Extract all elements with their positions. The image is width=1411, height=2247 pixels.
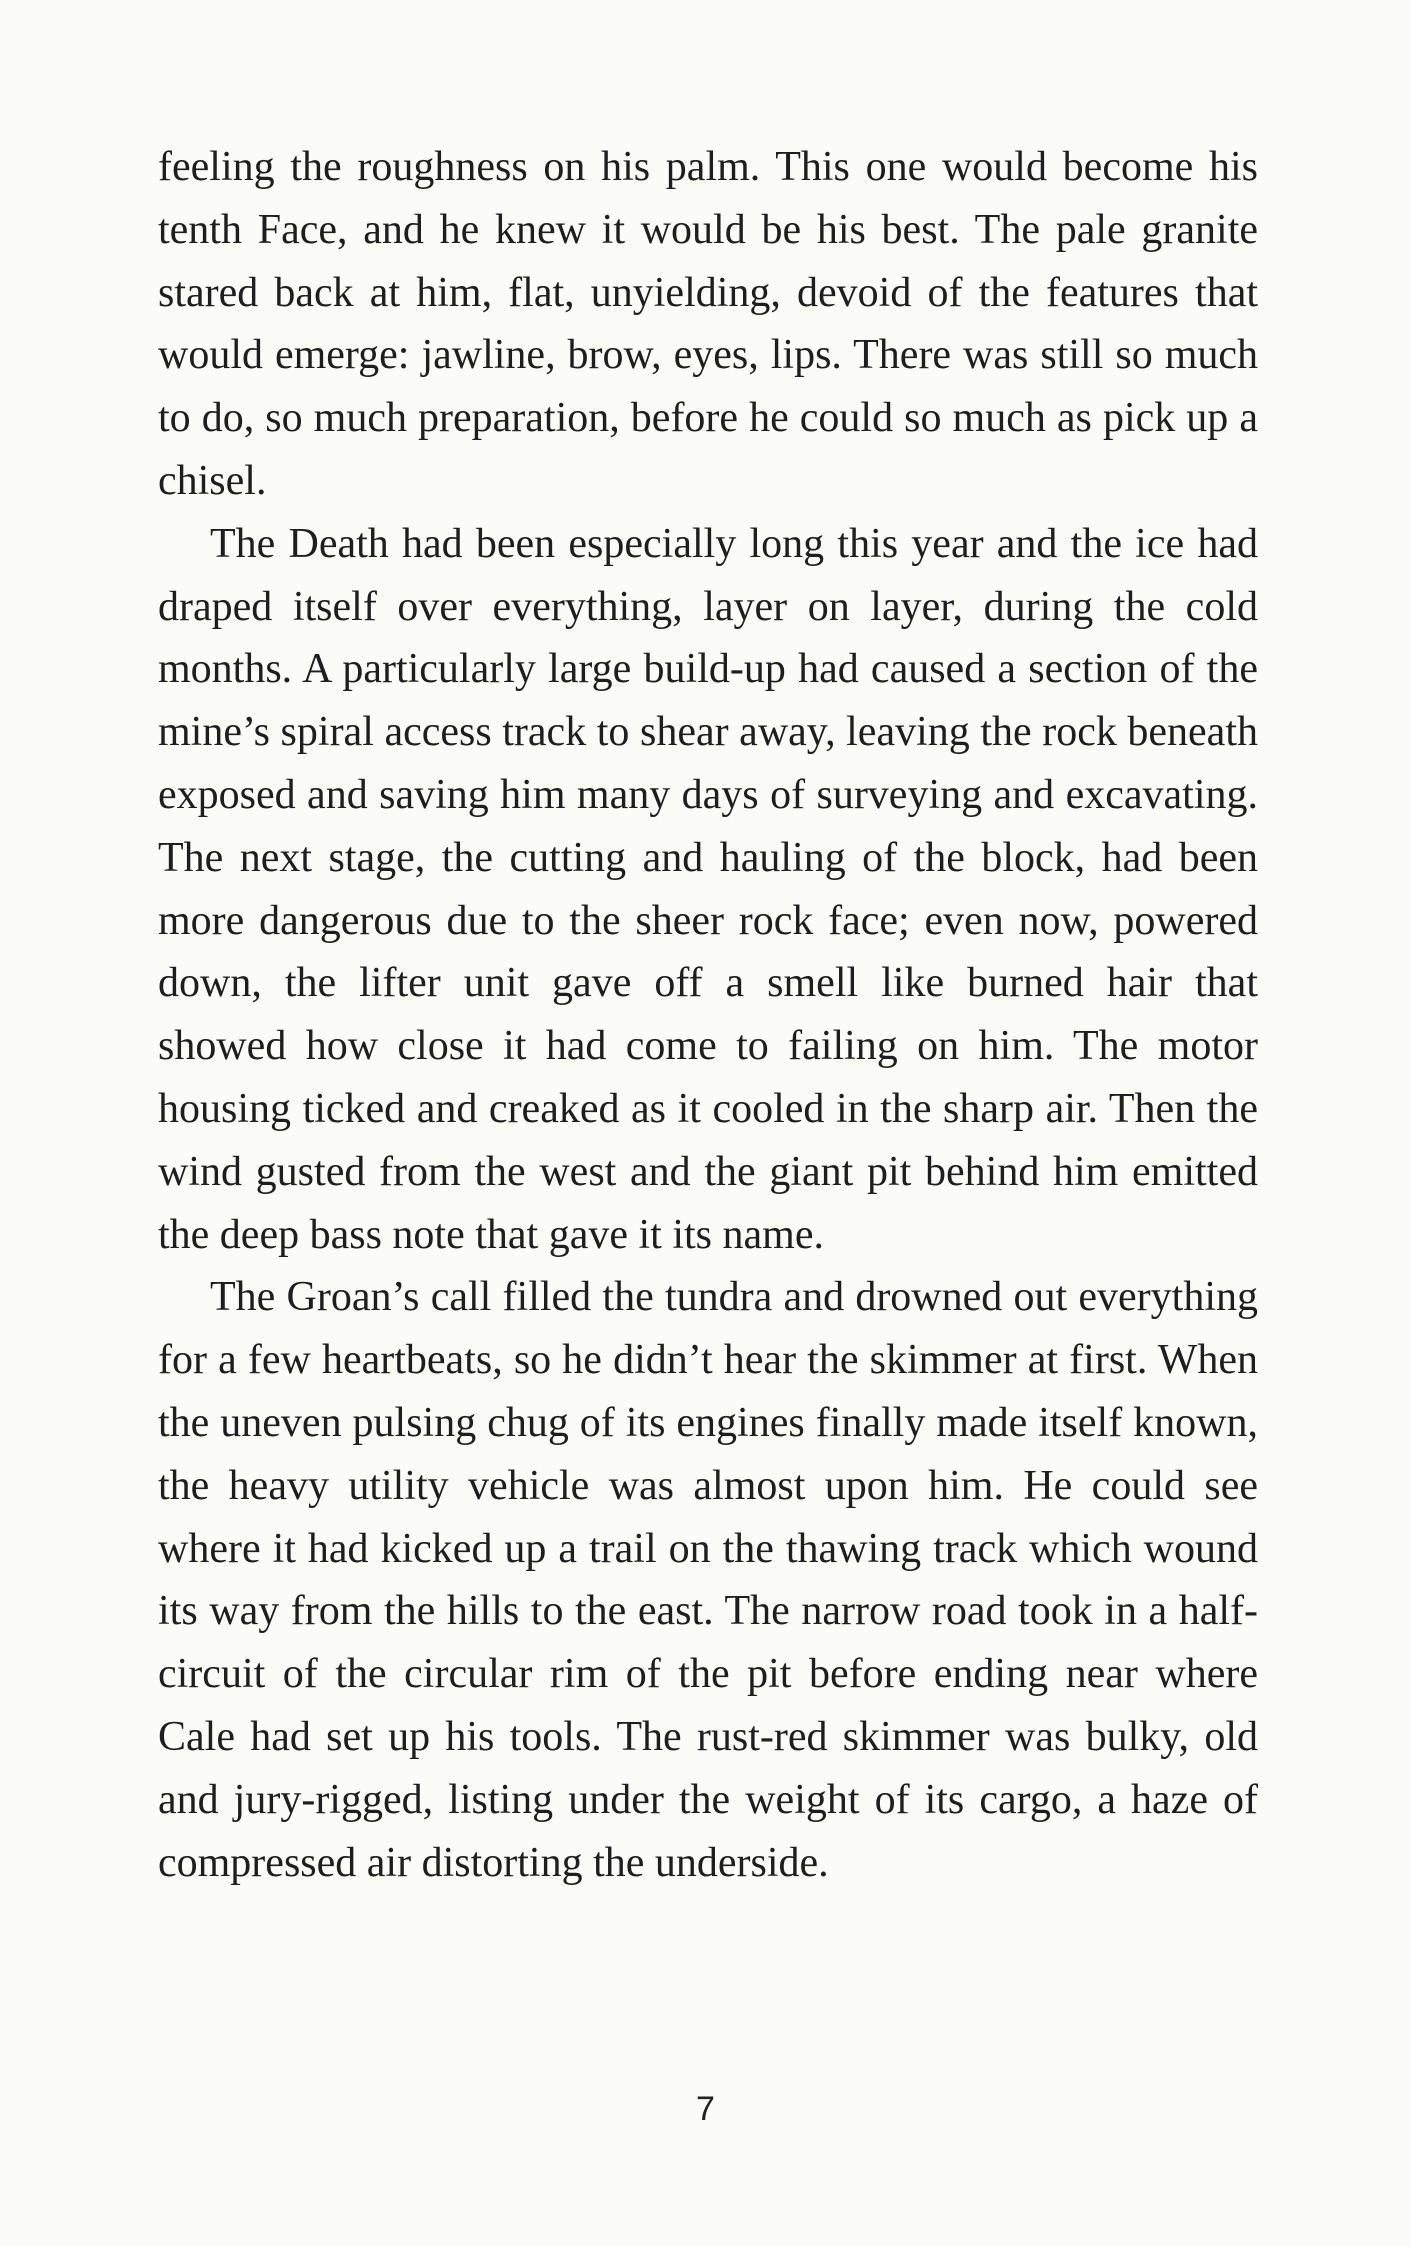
page-number: 7 xyxy=(696,2090,715,2128)
paragraph-3: The Groan’s call filled the tundra and drowned out everything for a few heartbeats, so he didn’t hear the skimmer at first. When the uneven pulsing chug of its engines finally made itself known, the heavy utility vehicle was almost upon him. He could see where it had kicked up a trail on the thawing track which wound its way from the hills to the east. The narrow road took in a half-circuit of the circular rim of the pit before ending near where Cale had set up his tools. The rust-red skimmer was bulky, old and jury-rigged, listing under the weight of its cargo, a haze of compressed air distorting the underside. xyxy=(158,1274,1258,1886)
paragraph-1: feeling the roughness on his palm. This one would become his tenth Face, and he knew it would be his best. The pale granite stared back at him, flat, unyielding, devoid of the features that would emerge: jawline, brow, eyes, lips. There was still so much to do, so much preparation, before he could so much as pick up a chisel. xyxy=(158,144,1258,504)
paragraph-2: The Death had been especially long this year and the ice had draped itself over everything, layer on layer, during the cold months. A particularly large build-up had caused a section of the mine’s spiral access track to shear away, leaving the rock beneath exposed and saving him many days of surveying and excavating. The next stage, the cutting and hauling of the block, had been more dangerous due to the sheer rock face; even now, powered down, the lifter unit gave off a smell like burned hair that showed how close it had come to failing on him. The motor housing ticked and creaked as it cooled in the sharp air. Then the wind gusted from the west and the giant pit behind him emitted the deep bass note that gave it its name. xyxy=(158,520,1258,1258)
body-text xyxy=(158,136,1258,1894)
